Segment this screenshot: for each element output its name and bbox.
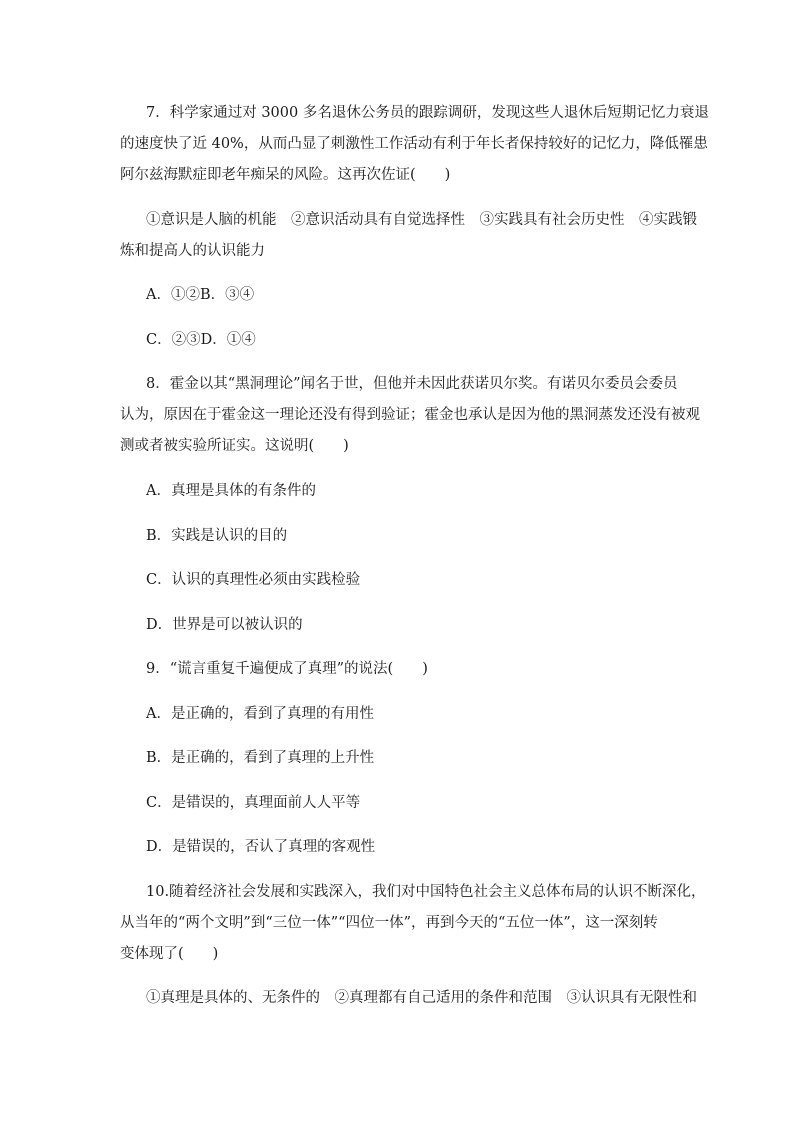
q9-stem: 9．“谎言重复千遍便成了真理”的说法( ) bbox=[146, 661, 428, 677]
q7-stem-line-1: 7．科学家通过对 3000 多名退休公务员的跟踪调研，发现这些人退休后短期记忆力衰退 bbox=[146, 105, 709, 121]
q7-stem-line-3: 阿尔兹海默症即老年痴呆的风险。这再次佐证( ) bbox=[120, 167, 451, 183]
q10-stem-line-2: 从当年的“两个文明”到“三位一体”“四位一体”，再到今天的“五位一体”，这一深刻转 bbox=[120, 915, 658, 931]
q7-option-cd: C．②③D．①④ bbox=[146, 332, 256, 348]
q8-option-a: A．真理是具体的有条件的 bbox=[146, 483, 316, 499]
q8-option-b: B．实践是认识的目的 bbox=[146, 528, 288, 544]
q10-stem-line-1: 10.随着经济社会发展和实践深入，我们对中国特色社会主义总体布局的认识不断深化， bbox=[146, 884, 706, 900]
q7-statements-line-1: ①意识是人脑的机能 ②意识活动具有自觉选择性 ③实践具有社会历史性 ④实践锻 bbox=[146, 212, 697, 228]
q8-option-c: C．认识的真理性必须由实践检验 bbox=[146, 572, 361, 588]
q7-statements-line-2: 炼和提高人的认识能力 bbox=[120, 243, 265, 259]
q8-stem-line-1: 8．霍金以其“黑洞理论”闻名于世，但他并未因此获诺贝尔奖。有诺贝尔委员会委员 bbox=[146, 376, 678, 392]
q7-option-ab: A．①②B．③④ bbox=[146, 287, 255, 303]
q9-option-a: A．是正确的，看到了真理的有用性 bbox=[146, 706, 374, 722]
q9-option-c: C．是错误的，真理面前人人平等 bbox=[146, 795, 361, 811]
q8-stem-line-2: 认为，原因在于霍金这一理论还没有得到验证；霍金也承认是因为他的黑洞蒸发还没有被观 bbox=[120, 407, 700, 423]
q10-stem-line-3: 变体现了( ) bbox=[120, 946, 219, 962]
q9-option-b: B．是正确的，看到了真理的上升性 bbox=[146, 750, 375, 766]
q8-option-d: D．世界是可以被认识的 bbox=[146, 617, 303, 633]
q7-stem-line-2: 的速度快了近 40%，从而凸显了刺激性工作活动有利于年长者保持较好的记忆力，降低罹患 bbox=[120, 136, 708, 152]
q10-statements-line-1: ①真理是具体的、无条件的 ②真理都有自己适用的条件和范围 ③认识具有无限性和 bbox=[146, 990, 697, 1006]
q8-stem-line-3: 测或者被实验所证实。这说明( ) bbox=[120, 438, 349, 454]
q9-option-d: D．是错误的，否认了真理的客观性 bbox=[146, 839, 376, 855]
